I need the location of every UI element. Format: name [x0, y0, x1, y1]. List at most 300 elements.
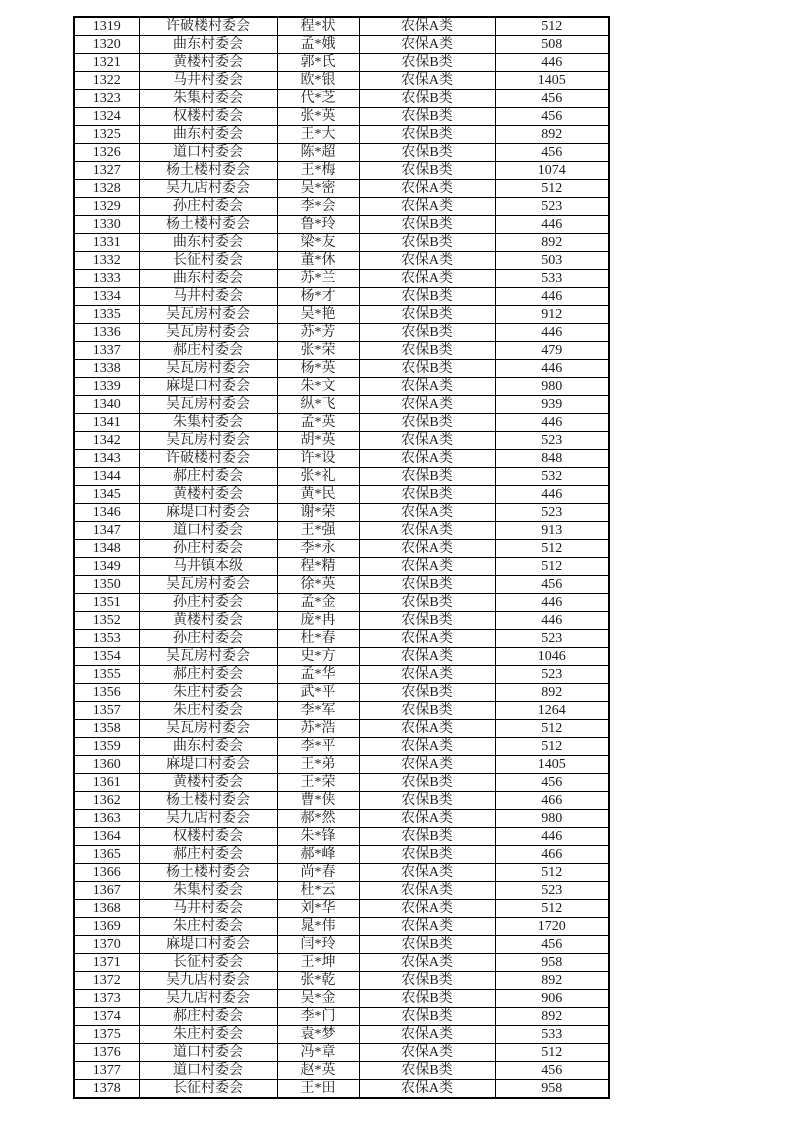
amount-cell: 508: [495, 36, 609, 54]
insurance-category-cell: 农保A类: [359, 198, 495, 216]
amount-cell: 456: [495, 576, 609, 594]
insurance-category-cell: 农保A类: [359, 1044, 495, 1062]
person-name-cell: 曹*侠: [277, 792, 359, 810]
village-committee-cell: 朱庄村委会: [139, 918, 277, 936]
table-row: [74, 1080, 609, 1099]
row-number-cell: 1344: [74, 468, 139, 486]
insurance-category-cell: 农保A类: [359, 504, 495, 522]
insurance-category-cell: 农保A类: [359, 954, 495, 972]
insurance-category-cell: 农保B类: [359, 1062, 495, 1080]
person-name-cell: 赵*英: [277, 1062, 359, 1080]
amount-cell: 892: [495, 684, 609, 702]
amount-cell: 456: [495, 1062, 609, 1080]
amount-cell: 466: [495, 792, 609, 810]
village-committee-cell: 麻堤口村委会: [139, 756, 277, 774]
insurance-category-cell: 农保A类: [359, 522, 495, 540]
village-committee-cell: 许破楼村委会: [139, 450, 277, 468]
table-row: [74, 17, 609, 36]
table-row: [74, 900, 609, 918]
insurance-category-cell: 农保B类: [359, 846, 495, 864]
row-number-cell: 1345: [74, 486, 139, 504]
table-row: [74, 954, 609, 972]
row-number-cell: 1371: [74, 954, 139, 972]
table-row: [74, 270, 609, 288]
row-number-cell: 1358: [74, 720, 139, 738]
row-number-cell: 1365: [74, 846, 139, 864]
insurance-category-cell: 农保B类: [359, 594, 495, 612]
table-row: [74, 882, 609, 900]
person-name-cell: 孟*娥: [277, 36, 359, 54]
table-row: [74, 450, 609, 468]
village-committee-cell: 孙庄村委会: [139, 198, 277, 216]
insurance-category-cell: 农保A类: [359, 648, 495, 666]
amount-cell: 512: [495, 900, 609, 918]
person-name-cell: 庞*冉: [277, 612, 359, 630]
insurance-category-cell: 农保B类: [359, 702, 495, 720]
amount-cell: 512: [495, 720, 609, 738]
row-number-cell: 1353: [74, 630, 139, 648]
village-committee-cell: 朱庄村委会: [139, 1026, 277, 1044]
amount-cell: 466: [495, 846, 609, 864]
person-name-cell: 冯*章: [277, 1044, 359, 1062]
village-committee-cell: 杨土楼村委会: [139, 864, 277, 882]
village-committee-cell: 道口村委会: [139, 1062, 277, 1080]
insurance-category-cell: 农保B类: [359, 774, 495, 792]
row-number-cell: 1354: [74, 648, 139, 666]
person-name-cell: 王*荣: [277, 774, 359, 792]
row-number-cell: 1364: [74, 828, 139, 846]
person-name-cell: 吴*金: [277, 990, 359, 1008]
table-row: [74, 180, 609, 198]
row-number-cell: 1367: [74, 882, 139, 900]
table-row: [74, 774, 609, 792]
person-name-cell: 武*平: [277, 684, 359, 702]
person-name-cell: 苏*兰: [277, 270, 359, 288]
amount-cell: 523: [495, 504, 609, 522]
insurance-category-cell: 农保B类: [359, 90, 495, 108]
village-committee-cell: 吴九店村委会: [139, 990, 277, 1008]
amount-cell: 939: [495, 396, 609, 414]
row-number-cell: 1370: [74, 936, 139, 954]
row-number-cell: 1376: [74, 1044, 139, 1062]
amount-cell: 523: [495, 882, 609, 900]
table-row: [74, 306, 609, 324]
village-committee-cell: 道口村委会: [139, 1044, 277, 1062]
amount-cell: 512: [495, 1044, 609, 1062]
amount-cell: 958: [495, 954, 609, 972]
row-number-cell: 1321: [74, 54, 139, 72]
insurance-category-cell: 农保A类: [359, 180, 495, 198]
insurance-category-cell: 农保B类: [359, 162, 495, 180]
row-number-cell: 1356: [74, 684, 139, 702]
amount-cell: 512: [495, 738, 609, 756]
village-committee-cell: 朱庄村委会: [139, 684, 277, 702]
table-row: [74, 684, 609, 702]
person-name-cell: 许*设: [277, 450, 359, 468]
village-committee-cell: 黄楼村委会: [139, 612, 277, 630]
insurance-category-cell: 农保B类: [359, 936, 495, 954]
person-name-cell: 吴*艳: [277, 306, 359, 324]
insurance-category-cell: 农保A类: [359, 72, 495, 90]
amount-cell: 892: [495, 972, 609, 990]
row-number-cell: 1325: [74, 126, 139, 144]
row-number-cell: 1350: [74, 576, 139, 594]
row-number-cell: 1369: [74, 918, 139, 936]
amount-cell: 446: [495, 54, 609, 72]
row-number-cell: 1327: [74, 162, 139, 180]
table-row: [74, 342, 609, 360]
table-row: [74, 360, 609, 378]
amount-cell: 892: [495, 126, 609, 144]
insurance-category-cell: 农保A类: [359, 252, 495, 270]
pension-benefit-table: [73, 16, 610, 1099]
insurance-category-cell: 农保A类: [359, 450, 495, 468]
amount-cell: 523: [495, 432, 609, 450]
person-name-cell: 王*弟: [277, 756, 359, 774]
insurance-category-cell: 农保A类: [359, 270, 495, 288]
person-name-cell: 欧*银: [277, 72, 359, 90]
village-committee-cell: 吴瓦房村委会: [139, 396, 277, 414]
table-row: [74, 738, 609, 756]
row-number-cell: 1339: [74, 378, 139, 396]
table-row: [74, 108, 609, 126]
village-committee-cell: 吴九店村委会: [139, 810, 277, 828]
row-number-cell: 1330: [74, 216, 139, 234]
table-row: [74, 972, 609, 990]
insurance-category-cell: 农保B类: [359, 54, 495, 72]
insurance-category-cell: 农保B类: [359, 792, 495, 810]
person-name-cell: 孟*英: [277, 414, 359, 432]
insurance-category-cell: 农保B类: [359, 144, 495, 162]
amount-cell: 523: [495, 198, 609, 216]
amount-cell: 848: [495, 450, 609, 468]
village-committee-cell: 道口村委会: [139, 144, 277, 162]
village-committee-cell: 黄楼村委会: [139, 486, 277, 504]
person-name-cell: 张*英: [277, 108, 359, 126]
person-name-cell: 李*永: [277, 540, 359, 558]
table-row: [74, 792, 609, 810]
village-committee-cell: 郝庄村委会: [139, 468, 277, 486]
amount-cell: 479: [495, 342, 609, 360]
person-name-cell: 郝*峰: [277, 846, 359, 864]
table-row: [74, 522, 609, 540]
table-row: [74, 234, 609, 252]
village-committee-cell: 孙庄村委会: [139, 594, 277, 612]
table-row: [74, 846, 609, 864]
row-number-cell: 1335: [74, 306, 139, 324]
amount-cell: 1046: [495, 648, 609, 666]
insurance-category-cell: 农保A类: [359, 900, 495, 918]
table-row: [74, 468, 609, 486]
table-row: [74, 702, 609, 720]
insurance-category-cell: 农保A类: [359, 378, 495, 396]
amount-cell: 1405: [495, 72, 609, 90]
insurance-category-cell: 农保B类: [359, 306, 495, 324]
table-row: [74, 1008, 609, 1026]
village-committee-cell: 吴瓦房村委会: [139, 324, 277, 342]
row-number-cell: 1374: [74, 1008, 139, 1026]
person-name-cell: 张*乾: [277, 972, 359, 990]
insurance-category-cell: 农保A类: [359, 864, 495, 882]
table-row: [74, 576, 609, 594]
row-number-cell: 1347: [74, 522, 139, 540]
person-name-cell: 孟*华: [277, 666, 359, 684]
person-name-cell: 胡*英: [277, 432, 359, 450]
village-committee-cell: 朱集村委会: [139, 882, 277, 900]
row-number-cell: 1351: [74, 594, 139, 612]
amount-cell: 503: [495, 252, 609, 270]
person-name-cell: 梁*友: [277, 234, 359, 252]
insurance-category-cell: 农保B类: [359, 108, 495, 126]
person-name-cell: 杜*云: [277, 882, 359, 900]
amount-cell: 456: [495, 774, 609, 792]
row-number-cell: 1332: [74, 252, 139, 270]
insurance-category-cell: 农保B类: [359, 684, 495, 702]
person-name-cell: 苏*芳: [277, 324, 359, 342]
insurance-category-cell: 农保A类: [359, 666, 495, 684]
table-row: [74, 396, 609, 414]
village-committee-cell: 朱集村委会: [139, 414, 277, 432]
person-name-cell: 晁*伟: [277, 918, 359, 936]
person-name-cell: 杨*才: [277, 288, 359, 306]
row-number-cell: 1359: [74, 738, 139, 756]
village-committee-cell: 杨土楼村委会: [139, 162, 277, 180]
row-number-cell: 1323: [74, 90, 139, 108]
person-name-cell: 史*方: [277, 648, 359, 666]
village-committee-cell: 许破楼村委会: [139, 17, 277, 36]
village-committee-cell: 吴瓦房村委会: [139, 576, 277, 594]
village-committee-cell: 吴九店村委会: [139, 972, 277, 990]
person-name-cell: 王*强: [277, 522, 359, 540]
row-number-cell: 1333: [74, 270, 139, 288]
person-name-cell: 吴*密: [277, 180, 359, 198]
insurance-category-cell: 农保B类: [359, 414, 495, 432]
table-row: [74, 540, 609, 558]
insurance-category-cell: 农保A类: [359, 918, 495, 936]
table-row: [74, 72, 609, 90]
row-number-cell: 1322: [74, 72, 139, 90]
table-row: [74, 648, 609, 666]
village-committee-cell: 吴瓦房村委会: [139, 648, 277, 666]
row-number-cell: 1375: [74, 1026, 139, 1044]
amount-cell: 446: [495, 828, 609, 846]
insurance-category-cell: 农保A类: [359, 432, 495, 450]
person-name-cell: 纵*飞: [277, 396, 359, 414]
row-number-cell: 1329: [74, 198, 139, 216]
row-number-cell: 1348: [74, 540, 139, 558]
table-row: [74, 324, 609, 342]
amount-cell: 1720: [495, 918, 609, 936]
village-committee-cell: 吴九店村委会: [139, 180, 277, 198]
person-name-cell: 杨*英: [277, 360, 359, 378]
person-name-cell: 李*门: [277, 1008, 359, 1026]
amount-cell: 456: [495, 108, 609, 126]
amount-cell: 512: [495, 558, 609, 576]
village-committee-cell: 麻堤口村委会: [139, 504, 277, 522]
insurance-category-cell: 农保A类: [359, 1080, 495, 1099]
insurance-category-cell: 农保B类: [359, 126, 495, 144]
village-committee-cell: 马井村委会: [139, 900, 277, 918]
table-row: [74, 864, 609, 882]
table-row: [74, 918, 609, 936]
amount-cell: 533: [495, 1026, 609, 1044]
insurance-category-cell: 农保A类: [359, 1026, 495, 1044]
row-number-cell: 1343: [74, 450, 139, 468]
insurance-category-cell: 农保A类: [359, 630, 495, 648]
person-name-cell: 董*休: [277, 252, 359, 270]
insurance-category-cell: 农保A类: [359, 720, 495, 738]
village-committee-cell: 郝庄村委会: [139, 666, 277, 684]
insurance-category-cell: 农保B类: [359, 612, 495, 630]
amount-cell: 1264: [495, 702, 609, 720]
row-number-cell: 1346: [74, 504, 139, 522]
insurance-category-cell: 农保B类: [359, 468, 495, 486]
insurance-category-cell: 农保B类: [359, 342, 495, 360]
village-committee-cell: 麻堤口村委会: [139, 936, 277, 954]
person-name-cell: 郭*氏: [277, 54, 359, 72]
person-name-cell: 张*礼: [277, 468, 359, 486]
village-committee-cell: 吴瓦房村委会: [139, 360, 277, 378]
person-name-cell: 孟*金: [277, 594, 359, 612]
table-row: [74, 1026, 609, 1044]
row-number-cell: 1362: [74, 792, 139, 810]
village-committee-cell: 马井镇本级: [139, 558, 277, 576]
village-committee-cell: 郝庄村委会: [139, 846, 277, 864]
insurance-category-cell: 农保A类: [359, 396, 495, 414]
person-name-cell: 陈*超: [277, 144, 359, 162]
table-row: [74, 90, 609, 108]
village-committee-cell: 杨土楼村委会: [139, 216, 277, 234]
village-committee-cell: 麻堤口村委会: [139, 378, 277, 396]
village-committee-cell: 黄楼村委会: [139, 54, 277, 72]
village-committee-cell: 郝庄村委会: [139, 1008, 277, 1026]
table-row: [74, 252, 609, 270]
amount-cell: 892: [495, 234, 609, 252]
village-committee-cell: 孙庄村委会: [139, 540, 277, 558]
amount-cell: 446: [495, 288, 609, 306]
amount-cell: 906: [495, 990, 609, 1008]
table-row: [74, 144, 609, 162]
insurance-category-cell: 农保B类: [359, 288, 495, 306]
person-name-cell: 李*平: [277, 738, 359, 756]
row-number-cell: 1338: [74, 360, 139, 378]
row-number-cell: 1372: [74, 972, 139, 990]
village-committee-cell: 朱集村委会: [139, 90, 277, 108]
person-name-cell: 程*状: [277, 17, 359, 36]
table-row: [74, 630, 609, 648]
person-name-cell: 程*精: [277, 558, 359, 576]
row-number-cell: 1377: [74, 1062, 139, 1080]
amount-cell: 512: [495, 864, 609, 882]
row-number-cell: 1342: [74, 432, 139, 450]
amount-cell: 912: [495, 306, 609, 324]
row-number-cell: 1373: [74, 990, 139, 1008]
person-name-cell: 王*田: [277, 1080, 359, 1099]
amount-cell: 512: [495, 540, 609, 558]
row-number-cell: 1357: [74, 702, 139, 720]
amount-cell: 446: [495, 216, 609, 234]
amount-cell: 456: [495, 144, 609, 162]
person-name-cell: 朱*锋: [277, 828, 359, 846]
person-name-cell: 谢*荣: [277, 504, 359, 522]
village-committee-cell: 吴瓦房村委会: [139, 306, 277, 324]
amount-cell: 533: [495, 270, 609, 288]
amount-cell: 958: [495, 1080, 609, 1099]
row-number-cell: 1363: [74, 810, 139, 828]
row-number-cell: 1366: [74, 864, 139, 882]
amount-cell: 532: [495, 468, 609, 486]
row-number-cell: 1361: [74, 774, 139, 792]
insurance-category-cell: 农保B类: [359, 990, 495, 1008]
village-committee-cell: 马井村委会: [139, 72, 277, 90]
row-number-cell: 1331: [74, 234, 139, 252]
village-committee-cell: 杨土楼村委会: [139, 792, 277, 810]
village-committee-cell: 郝庄村委会: [139, 342, 277, 360]
row-number-cell: 1378: [74, 1080, 139, 1099]
insurance-category-cell: 农保B类: [359, 486, 495, 504]
village-committee-cell: 曲东村委会: [139, 126, 277, 144]
insurance-category-cell: 农保B类: [359, 234, 495, 252]
insurance-category-cell: 农保A类: [359, 558, 495, 576]
insurance-category-cell: 农保A类: [359, 882, 495, 900]
row-number-cell: 1352: [74, 612, 139, 630]
person-name-cell: 鲁*玲: [277, 216, 359, 234]
amount-cell: 512: [495, 17, 609, 36]
village-committee-cell: 黄楼村委会: [139, 774, 277, 792]
person-name-cell: 闫*玲: [277, 936, 359, 954]
table-row: [74, 504, 609, 522]
amount-cell: 1405: [495, 756, 609, 774]
village-committee-cell: 长征村委会: [139, 1080, 277, 1099]
amount-cell: 512: [495, 180, 609, 198]
person-name-cell: 李*会: [277, 198, 359, 216]
amount-cell: 456: [495, 90, 609, 108]
village-committee-cell: 曲东村委会: [139, 270, 277, 288]
table-row: [74, 36, 609, 54]
village-committee-cell: 曲东村委会: [139, 738, 277, 756]
person-name-cell: 代*芝: [277, 90, 359, 108]
insurance-category-cell: 农保B类: [359, 972, 495, 990]
table-row: [74, 432, 609, 450]
table-row: [74, 594, 609, 612]
row-number-cell: 1326: [74, 144, 139, 162]
village-committee-cell: 道口村委会: [139, 522, 277, 540]
village-committee-cell: 吴瓦房村委会: [139, 432, 277, 450]
person-name-cell: 杜*春: [277, 630, 359, 648]
table-row: [74, 216, 609, 234]
amount-cell: 446: [495, 612, 609, 630]
amount-cell: 980: [495, 378, 609, 396]
table-row: [74, 1062, 609, 1080]
row-number-cell: 1355: [74, 666, 139, 684]
table-row: [74, 162, 609, 180]
village-committee-cell: 马井村委会: [139, 288, 277, 306]
row-number-cell: 1319: [74, 17, 139, 36]
table-row: [74, 378, 609, 396]
insurance-category-cell: 农保B类: [359, 216, 495, 234]
table-row: [74, 558, 609, 576]
row-number-cell: 1328: [74, 180, 139, 198]
insurance-category-cell: 农保A类: [359, 540, 495, 558]
table-body: [74, 17, 609, 1098]
table-row: [74, 828, 609, 846]
table-row: [74, 936, 609, 954]
table-row: [74, 54, 609, 72]
village-committee-cell: 吴瓦房村委会: [139, 720, 277, 738]
table-row: [74, 666, 609, 684]
insurance-category-cell: 农保B类: [359, 324, 495, 342]
person-name-cell: 李*军: [277, 702, 359, 720]
